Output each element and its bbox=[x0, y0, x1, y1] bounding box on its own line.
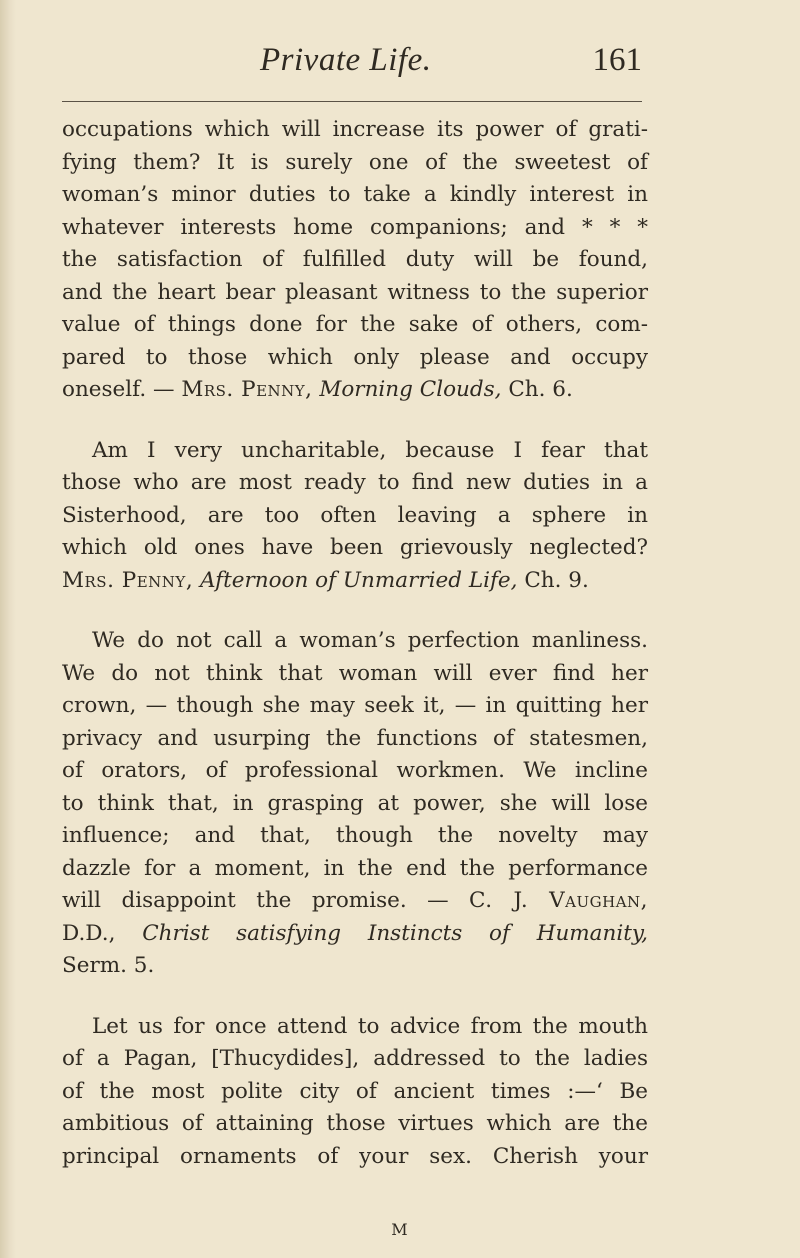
text-line: privacy and usurping the functions of statesmen, bbox=[62, 725, 648, 751]
text-line: which old ones have been grievously neglected? bbox=[62, 535, 648, 560]
text-line: of the most polite city of ancient times :—‘ Be bbox=[62, 1078, 648, 1104]
citation-work: Morning Clouds, bbox=[319, 377, 502, 402]
text-line: woman’s minor duties to take a kindly interest in bbox=[62, 182, 648, 207]
text-line: pared to those which only please and occupy bbox=[62, 344, 648, 370]
citation-line bbox=[62, 374, 648, 407]
text-line: fying them? It is surely one of the sweetest of bbox=[62, 149, 648, 175]
page-gutter bbox=[0, 0, 16, 1258]
paragraph-penny-afternoon bbox=[62, 435, 648, 598]
text-line: of a Pagan, [Thucydides], addressed to the ladies bbox=[62, 1046, 648, 1071]
text-line: of orators, of professional workmen. We incline bbox=[62, 758, 648, 783]
page-number: 161 bbox=[592, 42, 642, 78]
running-title: Private Life. bbox=[260, 42, 432, 78]
text-line: We do not think that woman will ever find her bbox=[62, 660, 648, 686]
text-line: We do not call a woman’s perfection manliness. bbox=[92, 628, 648, 653]
text-line: those who are most ready to find new duties in a bbox=[62, 470, 648, 495]
citation-degree: D.D., bbox=[62, 920, 143, 946]
text-line: the satisfaction of fulfilled duty will be found, bbox=[62, 247, 648, 272]
paragraph-gap bbox=[62, 983, 648, 1011]
text-line: occupations which will increase its power of grati- bbox=[62, 117, 648, 142]
citation-line bbox=[62, 885, 648, 918]
citation-author: Mrs. Penny, bbox=[62, 567, 194, 593]
header-rule bbox=[62, 101, 642, 102]
citation-sermon: Serm. 5. bbox=[62, 953, 155, 978]
citation-chapter: Ch. 9. bbox=[517, 567, 589, 593]
text-line: influence; and that, though the novelty may bbox=[62, 823, 648, 848]
text-line: Sisterhood, are too often leaving a sphere in bbox=[62, 502, 648, 528]
paragraph-gap bbox=[62, 597, 648, 625]
text-line: and the heart bear pleasant witness to the superior bbox=[62, 279, 648, 305]
citation-prefix: will disappoint the promise. — bbox=[62, 888, 470, 913]
text-line: principal ornaments of your sex. Cherish your bbox=[62, 1143, 648, 1169]
citation-line bbox=[62, 918, 648, 951]
signature-mark: M bbox=[391, 1220, 409, 1239]
text-line: to think that, in grasping at power, she will lose bbox=[62, 790, 648, 816]
paragraph-gap bbox=[62, 407, 648, 435]
citation-line bbox=[62, 565, 648, 598]
citation-chapter: Ch. 6. bbox=[501, 377, 573, 402]
text-line: value of things done for the sake of others, com- bbox=[62, 312, 648, 337]
running-header bbox=[62, 42, 642, 102]
text-line: Let us for once attend to advice from the mouth bbox=[92, 1013, 648, 1039]
paragraph-thucydides bbox=[62, 1011, 648, 1174]
text-line: whatever interests home companions; and * * * bbox=[62, 214, 648, 240]
citation-work: Afternoon of Unmarried Life, bbox=[200, 567, 518, 593]
text-line: ambitious of attaining those virtues which are the bbox=[62, 1111, 648, 1136]
citation-author: Mrs. Penny, bbox=[181, 377, 313, 402]
text-line: Am I very uncharitable, because I fear that bbox=[92, 437, 648, 463]
text-line: crown, — though she may seek it, — in quitting her bbox=[62, 693, 648, 718]
body-text bbox=[62, 114, 648, 1173]
citation-prefix: oneself. — bbox=[62, 377, 182, 402]
citation-author: C. J. Vaughan, bbox=[469, 888, 649, 913]
paragraph-penny-morning-clouds bbox=[62, 114, 648, 407]
text-line: dazzle for a moment, in the end the performance bbox=[62, 855, 648, 881]
citation-work: Christ satisfying Instincts of Humanity, bbox=[142, 920, 648, 946]
paragraph-vaughan bbox=[62, 625, 648, 983]
